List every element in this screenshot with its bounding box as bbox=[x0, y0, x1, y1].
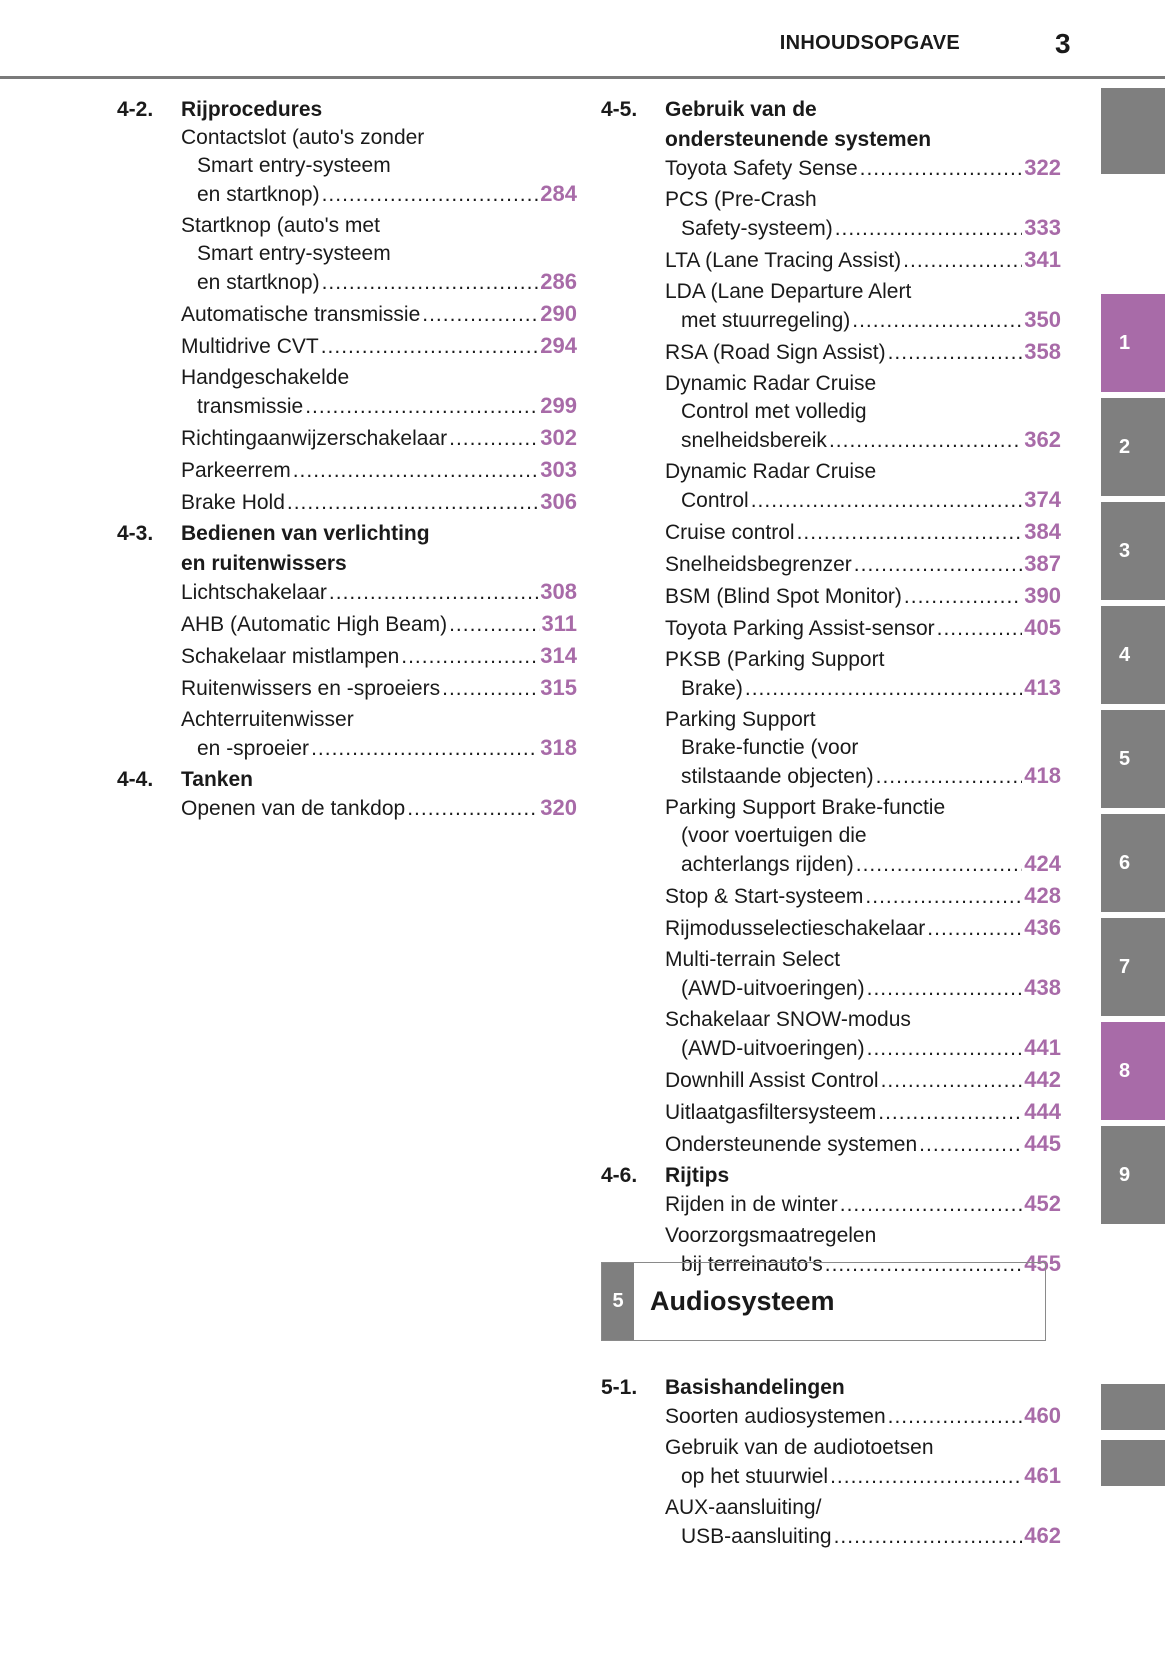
header-divider bbox=[0, 76, 1165, 79]
toc-entry[interactable] bbox=[665, 518, 1061, 547]
page-reference[interactable]: 461 bbox=[1024, 1463, 1061, 1488]
toc-entry[interactable] bbox=[665, 1190, 1061, 1219]
toc-entry[interactable] bbox=[665, 614, 1061, 643]
dot-leader bbox=[867, 1035, 1023, 1063]
dot-leader bbox=[903, 247, 1022, 275]
toc-entry[interactable] bbox=[181, 332, 577, 361]
dot-leader bbox=[919, 1131, 1022, 1159]
dot-leader bbox=[311, 735, 538, 763]
toc-entry-text: Stop & Start-systeem bbox=[665, 885, 864, 908]
page-reference[interactable]: 333 bbox=[1024, 215, 1061, 240]
toc-entry-text: AHB (Automatic High Beam) bbox=[181, 613, 448, 636]
page-reference[interactable]: 314 bbox=[540, 643, 577, 668]
dot-leader bbox=[865, 883, 1022, 911]
section-number: 5-1. bbox=[601, 1376, 638, 1399]
toc-entry[interactable] bbox=[665, 582, 1061, 611]
toc-entry-text: snelheidsbereik bbox=[681, 429, 827, 452]
dot-leader bbox=[881, 1067, 1023, 1095]
page-reference[interactable]: 303 bbox=[540, 457, 577, 482]
page-reference[interactable]: 290 bbox=[540, 301, 577, 326]
page-reference[interactable]: 315 bbox=[540, 675, 577, 700]
toc-entry-text: LDA (Lane Departure Alert bbox=[665, 280, 912, 303]
page-reference[interactable]: 405 bbox=[1024, 615, 1061, 640]
toc-entry[interactable] bbox=[181, 794, 577, 823]
dot-leader bbox=[927, 915, 1022, 943]
page-reference[interactable]: 424 bbox=[1024, 851, 1061, 876]
page-header-title: INHOUDSOPGAVE bbox=[779, 32, 960, 54]
toc-entry-text: Rijmodusselectieschakelaar bbox=[665, 917, 926, 940]
page-reference[interactable]: 444 bbox=[1024, 1099, 1061, 1124]
section-title: Rijprocedures bbox=[181, 98, 323, 121]
dot-leader bbox=[442, 675, 538, 703]
dot-leader bbox=[830, 1463, 1022, 1491]
page-reference[interactable]: 387 bbox=[1024, 551, 1061, 576]
toc-entry[interactable] bbox=[665, 914, 1061, 943]
toc-entry-text: achterlangs rijden) bbox=[681, 853, 854, 876]
toc-entry-text: bij terreinauto's bbox=[681, 1253, 823, 1276]
toc-entry[interactable] bbox=[665, 1130, 1061, 1159]
toc-entry-text: Voorzorgsmaatregelen bbox=[665, 1224, 877, 1247]
toc-entry-text: (voor voertuigen die bbox=[681, 824, 867, 847]
section-title: Tanken bbox=[181, 768, 253, 791]
toc-entry-text: Snelheidsbegrenzer bbox=[665, 553, 852, 576]
page-reference[interactable]: 322 bbox=[1024, 155, 1061, 180]
toc-entry-text: Openen van de tankdop bbox=[181, 797, 406, 820]
toc-entry-text: stilstaande objecten) bbox=[681, 765, 874, 788]
page-reference[interactable]: 286 bbox=[540, 269, 577, 294]
toc-entry-text: Smart entry-systeem bbox=[197, 154, 391, 177]
toc-entry[interactable] bbox=[181, 674, 577, 703]
toc-entry-text: Schakelaar mistlampen bbox=[181, 645, 400, 668]
toc-entry[interactable] bbox=[665, 1098, 1061, 1127]
toc-entry-text: en startknop) bbox=[197, 183, 320, 206]
dot-leader bbox=[407, 795, 538, 823]
page-reference[interactable]: 308 bbox=[540, 579, 577, 604]
toc-entry[interactable] bbox=[665, 1494, 1061, 1551]
toc-entry-text: AUX-aansluiting/ bbox=[665, 1496, 822, 1519]
toc-entry[interactable] bbox=[181, 456, 577, 485]
page-reference[interactable]: 436 bbox=[1024, 915, 1061, 940]
dot-leader bbox=[937, 615, 1023, 643]
toc-entry[interactable] bbox=[665, 646, 1061, 703]
side-tab-blank[interactable] bbox=[1101, 88, 1165, 174]
dot-leader bbox=[888, 339, 1023, 367]
page-reference[interactable]: 441 bbox=[1024, 1035, 1061, 1060]
side-tab-blank[interactable] bbox=[1101, 1440, 1165, 1486]
toc-entry-text: Automatische transmissie bbox=[181, 303, 421, 326]
page-reference[interactable]: 374 bbox=[1024, 487, 1061, 512]
toc-entry[interactable] bbox=[665, 1066, 1061, 1095]
toc-entry[interactable] bbox=[665, 882, 1061, 911]
toc-entry-text: Brake) bbox=[681, 677, 743, 700]
section-heading[interactable] bbox=[117, 550, 577, 578]
section-heading[interactable] bbox=[601, 126, 1061, 154]
section-number: 4-6. bbox=[601, 1164, 638, 1187]
side-tab-9[interactable]: 9 bbox=[1101, 1126, 1165, 1224]
page-number: 3 bbox=[1055, 28, 1071, 59]
dot-leader bbox=[321, 333, 539, 361]
page-reference[interactable]: 311 bbox=[541, 611, 577, 636]
toc-entry-text: Multi-terrain Select bbox=[665, 948, 841, 971]
toc-entry-text: Dynamic Radar Cruise bbox=[665, 460, 877, 483]
toc-entry[interactable] bbox=[665, 458, 1061, 515]
dot-leader bbox=[401, 643, 538, 671]
section-heading[interactable] bbox=[601, 1162, 1061, 1190]
page-reference[interactable]: 413 bbox=[1024, 675, 1061, 700]
section-title: ondersteunende systemen bbox=[665, 128, 932, 151]
dot-leader bbox=[867, 975, 1023, 1003]
toc-entry[interactable] bbox=[665, 1402, 1061, 1431]
dot-leader bbox=[322, 181, 539, 209]
dot-leader bbox=[834, 1523, 1023, 1551]
page-reference[interactable]: 428 bbox=[1024, 883, 1061, 908]
toc-entry-text: Safety-systeem) bbox=[681, 217, 833, 240]
toc-entry-text: Toyota Parking Assist-sensor bbox=[665, 617, 935, 640]
toc-entry-text: op het stuurwiel bbox=[681, 1465, 829, 1488]
dot-leader bbox=[449, 611, 539, 639]
dot-leader bbox=[745, 675, 1022, 703]
page-reference[interactable]: 299 bbox=[540, 393, 577, 418]
dot-leader bbox=[876, 763, 1023, 791]
toc-left-column bbox=[117, 94, 577, 826]
dot-leader bbox=[829, 427, 1022, 455]
toc-entry[interactable] bbox=[181, 212, 577, 297]
section-title: Basishandelingen bbox=[665, 1376, 845, 1399]
toc-entry[interactable] bbox=[665, 1434, 1061, 1491]
toc-entry[interactable] bbox=[665, 370, 1061, 455]
side-tab-7[interactable]: 7 bbox=[1101, 918, 1165, 1016]
page-reference[interactable]: 302 bbox=[540, 425, 577, 450]
toc-entry-text: transmissie bbox=[197, 395, 304, 418]
toc-entry-text: PKSB (Parking Support bbox=[665, 648, 885, 671]
dot-leader bbox=[751, 487, 1023, 515]
toc-entry-text: BSM (Blind Spot Monitor) bbox=[665, 585, 902, 608]
section-number bbox=[601, 126, 665, 154]
chapter-heading-box bbox=[601, 1262, 1046, 1341]
toc-entry-text: Smart entry-systeem bbox=[197, 242, 391, 265]
dot-leader bbox=[840, 1191, 1023, 1219]
side-tab-3[interactable]: 3 bbox=[1101, 502, 1165, 600]
chapter-number: 5 bbox=[602, 1263, 634, 1340]
toc-entry-text: Ondersteunende systemen bbox=[665, 1133, 918, 1156]
toc-entry[interactable] bbox=[665, 154, 1061, 183]
section-title: Gebruik van de bbox=[665, 98, 817, 121]
dot-leader bbox=[878, 1099, 1022, 1127]
dot-leader bbox=[287, 489, 538, 517]
page-reference[interactable]: 341 bbox=[1024, 247, 1061, 272]
toc-entry[interactable] bbox=[665, 338, 1061, 367]
toc-entry-text: Cruise control bbox=[665, 521, 795, 544]
toc-entry-text: Lichtschakelaar bbox=[181, 581, 327, 604]
dot-leader bbox=[835, 215, 1023, 243]
dot-leader bbox=[797, 519, 1023, 547]
toc-right-column bbox=[601, 94, 1061, 1282]
toc-entry[interactable] bbox=[181, 424, 577, 453]
page-reference[interactable]: 306 bbox=[540, 489, 577, 514]
side-tab-6[interactable]: 6 bbox=[1101, 814, 1165, 912]
page-reference[interactable]: 438 bbox=[1024, 975, 1061, 1000]
toc-entry-text: Gebruik van de audiotoetsen bbox=[665, 1436, 934, 1459]
toc-entry[interactable] bbox=[181, 124, 577, 209]
dot-leader bbox=[856, 851, 1023, 879]
toc-entry-text: Richtingaanwijzerschakelaar bbox=[181, 427, 448, 450]
toc-entry[interactable] bbox=[181, 364, 577, 421]
toc-entry[interactable] bbox=[665, 794, 1061, 879]
page-reference[interactable]: 358 bbox=[1024, 339, 1061, 364]
dot-leader bbox=[293, 457, 539, 485]
section-heading[interactable] bbox=[117, 96, 577, 124]
toc-entry-text: Schakelaar SNOW-modus bbox=[665, 1008, 911, 1031]
toc-entry-text: (AWD-uitvoeringen) bbox=[681, 1037, 865, 1060]
toc-entry[interactable] bbox=[181, 642, 577, 671]
toc-entry[interactable] bbox=[181, 488, 577, 517]
page-reference[interactable]: 445 bbox=[1024, 1131, 1061, 1156]
toc-entry-text: Contactslot (auto's zonder bbox=[181, 126, 425, 149]
page-reference[interactable]: 294 bbox=[540, 333, 577, 358]
toc-entry-text: Control met volledig bbox=[681, 400, 867, 423]
page-reference[interactable]: 362 bbox=[1024, 427, 1061, 452]
section-heading[interactable] bbox=[601, 1374, 1061, 1402]
section-heading[interactable] bbox=[601, 96, 1061, 124]
dot-leader bbox=[449, 425, 538, 453]
toc-entry-text: RSA (Road Sign Assist) bbox=[665, 341, 886, 364]
side-tab-5[interactable]: 5 bbox=[1101, 710, 1165, 808]
dot-leader bbox=[422, 301, 538, 329]
page-reference[interactable]: 390 bbox=[1024, 583, 1061, 608]
toc-entry-text: Brake Hold bbox=[181, 491, 285, 514]
toc-entry-text: Soorten audiosystemen bbox=[665, 1405, 886, 1428]
dot-leader bbox=[888, 1403, 1023, 1431]
toc-entry[interactable] bbox=[665, 550, 1061, 579]
page-reference[interactable]: 320 bbox=[540, 795, 577, 820]
chapter-title[interactable]: Audiosysteem bbox=[650, 1286, 835, 1316]
toc-entry-text: LTA (Lane Tracing Assist) bbox=[665, 249, 902, 272]
toc-entry[interactable] bbox=[665, 1006, 1061, 1063]
toc-entry-text: Dynamic Radar Cruise bbox=[665, 372, 877, 395]
toc-entry[interactable] bbox=[665, 706, 1061, 791]
toc-entry-text: en -sproeier bbox=[197, 737, 310, 760]
dot-leader bbox=[329, 579, 538, 607]
page-reference[interactable]: 462 bbox=[1024, 1523, 1061, 1548]
page-reference[interactable]: 350 bbox=[1024, 307, 1061, 332]
toc-entry[interactable] bbox=[665, 186, 1061, 243]
side-tab-blank[interactable] bbox=[1101, 1384, 1165, 1430]
page-reference[interactable]: 284 bbox=[540, 181, 577, 206]
toc-entry-text: PCS (Pre-Crash bbox=[665, 188, 817, 211]
page-reference[interactable]: 442 bbox=[1024, 1067, 1061, 1092]
toc-entry-text: Control bbox=[681, 489, 749, 512]
page-reference[interactable]: 318 bbox=[540, 735, 577, 760]
toc-entry[interactable] bbox=[181, 610, 577, 639]
section-heading[interactable] bbox=[117, 520, 577, 548]
toc-entry-text: Achterruitenwisser bbox=[181, 708, 354, 731]
toc-entry-text: Handgeschakelde bbox=[181, 366, 350, 389]
section-number: 4-4. bbox=[117, 768, 154, 791]
toc-entry-text: Parking Support bbox=[665, 708, 816, 731]
dot-leader bbox=[305, 393, 538, 421]
section-number: 4-5. bbox=[601, 98, 638, 121]
section-number: 4-2. bbox=[117, 98, 154, 121]
toc-entry-text: Rijden in de winter bbox=[665, 1193, 838, 1216]
dot-leader bbox=[904, 583, 1022, 611]
toc-entry-text: Uitlaatgasfiltersysteem bbox=[665, 1101, 877, 1124]
page-reference[interactable]: 452 bbox=[1024, 1191, 1061, 1216]
toc-entry-text: Ruitenwissers en -sproeiers bbox=[181, 677, 441, 700]
toc-entry-text: Startknop (auto's met bbox=[181, 214, 380, 237]
dot-leader bbox=[322, 269, 539, 297]
page-reference[interactable]: 384 bbox=[1024, 519, 1061, 544]
toc-entry-text: Parking Support Brake-functie bbox=[665, 796, 946, 819]
side-tab-4[interactable]: 4 bbox=[1101, 606, 1165, 704]
dot-leader bbox=[852, 307, 1022, 335]
toc-entry-text: en startknop) bbox=[197, 271, 320, 294]
toc-entry-text: Multidrive CVT bbox=[181, 335, 319, 358]
section-number bbox=[117, 550, 181, 578]
toc-entry-text: Downhill Assist Control bbox=[665, 1069, 879, 1092]
side-tab-8[interactable]: 8 bbox=[1101, 1022, 1165, 1120]
toc-entry[interactable] bbox=[665, 946, 1061, 1003]
side-tab-1[interactable]: 1 bbox=[1101, 294, 1165, 392]
section-title: Bedienen van verlichting bbox=[181, 522, 430, 545]
dot-leader bbox=[860, 155, 1023, 183]
section-heading[interactable] bbox=[117, 766, 577, 794]
toc-entry-text: USB-aansluiting bbox=[681, 1525, 832, 1548]
dot-leader bbox=[854, 551, 1022, 579]
toc-entry-text: met stuurregeling) bbox=[681, 309, 851, 332]
toc-chapter-sections bbox=[601, 1372, 1061, 1554]
page-reference[interactable]: 460 bbox=[1024, 1403, 1061, 1428]
toc-entry[interactable] bbox=[181, 706, 577, 763]
toc-entry[interactable] bbox=[181, 578, 577, 607]
toc-entry[interactable] bbox=[665, 246, 1061, 275]
toc-entry-text: Brake-functie (voor bbox=[681, 736, 859, 759]
side-tab-2[interactable]: 2 bbox=[1101, 398, 1165, 496]
toc-entry-text: Toyota Safety Sense bbox=[665, 157, 858, 180]
page-reference[interactable]: 418 bbox=[1024, 763, 1061, 788]
toc-entry-text: (AWD-uitvoeringen) bbox=[681, 977, 865, 1000]
section-number: 4-3. bbox=[117, 522, 154, 545]
toc-entry-text: Parkeerrem bbox=[181, 459, 291, 482]
page-reference[interactable]: 455 bbox=[1024, 1251, 1061, 1276]
toc-entry[interactable] bbox=[181, 300, 577, 329]
toc-entry[interactable] bbox=[665, 278, 1061, 335]
section-title: en ruitenwissers bbox=[181, 552, 347, 575]
section-title: Rijtips bbox=[665, 1164, 730, 1187]
